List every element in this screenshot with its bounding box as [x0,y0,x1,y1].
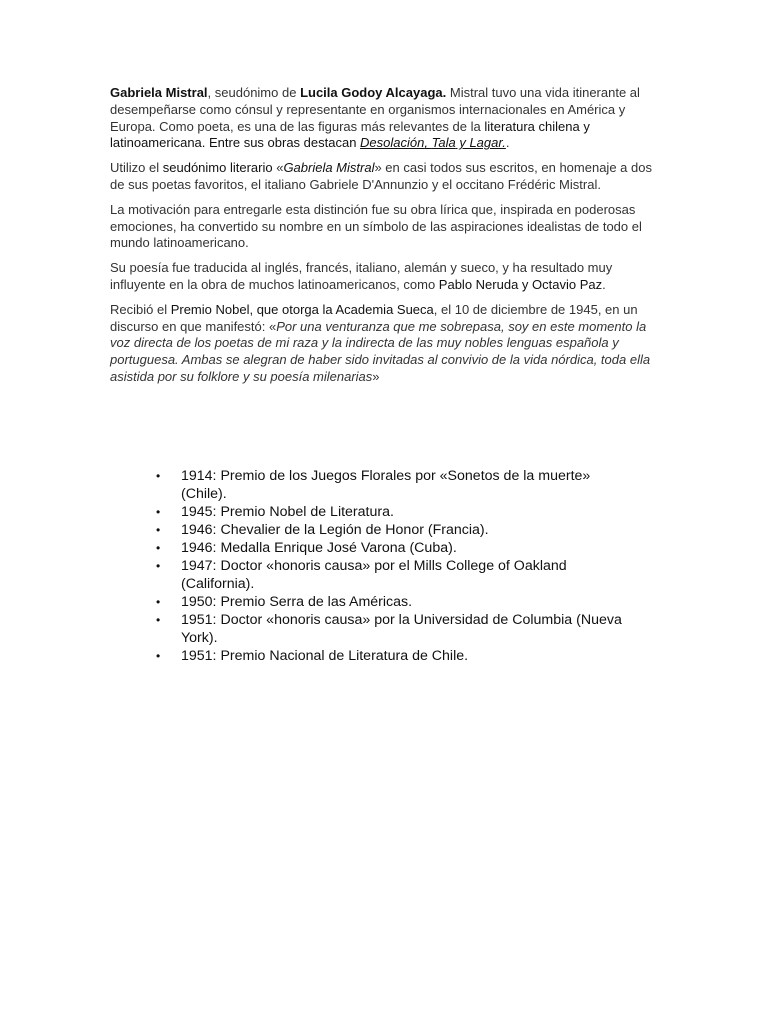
award-text: 1946: Medalla Enrique José Varona (Cuba). [181,540,457,556]
text-span: Mistral tuvo una vida itinerante al desempeñarse como cónsul y representante en organismos internacionales en América y Europa. Como poeta, es una de las figuras más relevantes de la [110,85,640,134]
award-text: 1950: Premio Serra de las Américas. [181,594,413,610]
text-span: Utilizo el [110,160,163,176]
motivation-paragraph: La motivación para entregarle esta distinción fue su obra lírica que, inspirada en poderosas emociones, ha convertido su nombre en un símbolo de las aspiraciones idealistas de todo el mundo latinoamericano. [110,201,642,251]
text-span: . [602,276,606,292]
text-span: Su poesía fue traducida al inglés, francés, italiano, alemán y sueco, y ha resultado muy influyente en la obra de muchos latinoamericanos, como [110,260,613,292]
intro-paragraph [110,85,660,152]
literature-link[interactable]: literatura chilena y latinoamericana [110,118,590,151]
pseudonym-name: Gabriela Mistral [283,160,375,176]
bullet-icon: • [156,613,161,627]
list-item [156,647,626,665]
work-link-desolacion[interactable]: Desolación [360,135,425,151]
bullet-icon: • [156,559,161,573]
list-item [156,521,626,539]
bullet-icon: • [156,505,161,519]
academy-link[interactable]: Academia Sueca [335,301,434,317]
real-name: Lucila Godoy Alcayaga. [300,85,447,100]
nobel-link[interactable]: Premio Nobel [170,301,250,317]
text-span: , que otorga la [249,301,336,317]
text-span: Recibió el [110,301,171,317]
list-item [156,557,626,593]
award-text: 1951: Premio Nacional de Literatura de Chile. [181,648,469,664]
neruda-link[interactable]: Pablo Neruda [438,276,519,292]
text-span: » [372,368,380,384]
bullet-icon: • [156,649,161,663]
award-text: 1914: Premio de los Juegos Florales por «Sonetos de la muerte» (Chile). [181,468,591,502]
work-link-lagar[interactable]: Lagar. [469,135,506,151]
award-text: 1951: Doctor «honoris causa» por la Universidad de Columbia (Nueva York). [181,612,622,646]
text-span: . [505,135,510,151]
pseudonym-paragraph [110,160,660,194]
author-name: Gabriela Mistral [110,85,208,100]
bullet-icon: • [156,595,161,609]
text-span: « [272,160,284,176]
paz-link[interactable]: Octavio Paz [532,276,603,292]
work-link-tala[interactable]: Tala [431,135,456,151]
pseudonym-link[interactable]: seudónimo literario [162,160,273,176]
text-span: » en casi todos sus escritos, en homenaje a dos de sus poetas favoritos, el italiano Gabriele D'Annunzio y el occitano Frédéric Mistral. [110,160,652,192]
bullet-icon: • [156,523,161,537]
text-span: , seudónimo de [207,85,301,100]
document-body [110,85,660,394]
nobel-paragraph [110,302,660,386]
bullet-icon: • [156,541,161,555]
text-span: y [455,135,470,151]
text-span: . Entre sus obras destacan [201,135,361,151]
award-text: 1945: Premio Nobel de Literatura. [181,504,394,520]
text-span: , [424,135,432,151]
list-item [156,611,626,647]
text-span: , el 10 de diciembre de 1945, en un discurso en que manifestó: « [110,301,638,334]
bullet-icon: • [156,469,161,483]
awards-list [156,467,626,665]
list-item [156,467,626,503]
nobel-quote: Por una venturanza que me sobrepasa, soy en este momento la voz directa de los poetas de mi raza y la indirecta de las muy nobles lenguas española y portuguesa. Ambas se alegran de haber sido invitadas al convivio de la vida nórdica, toda ella asistida por su folklore y su poesía milenarias [110,318,651,384]
list-item [156,539,626,557]
list-item [156,503,626,521]
text-span: y [518,276,533,292]
award-text: 1946: Chevalier de la Legión de Honor (Francia). [181,522,489,538]
award-text: 1947: Doctor «honoris causa» por el Mills College of Oakland (California). [181,558,567,592]
list-item [156,593,626,611]
influence-paragraph [110,260,660,294]
